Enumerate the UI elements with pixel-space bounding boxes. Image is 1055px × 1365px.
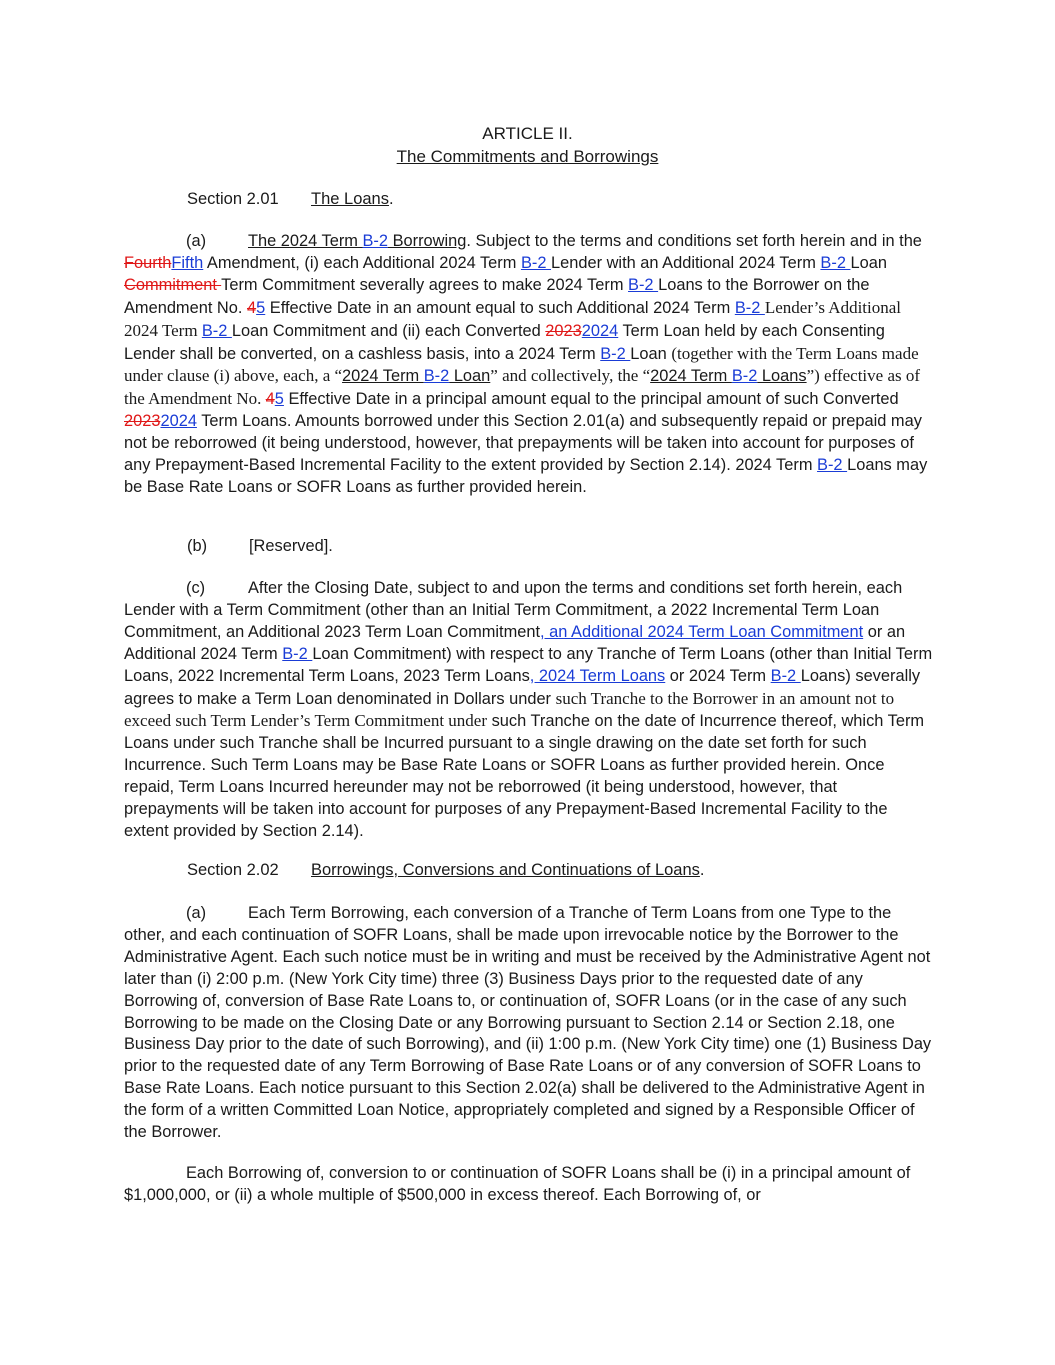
article-subtitle-text: The Commitments and Borrowings (396, 147, 659, 166)
text-run: Loans) severally agrees to make a Term Loan denominated in Dollars under (124, 666, 921, 708)
article-subtitle (0, 147, 1055, 167)
defined-term: Loan (449, 367, 491, 386)
para-a-heading-1: The 2024 Term (248, 232, 363, 250)
text-run: Loans may be Base Rate Loans or SOFR Loans as further provided herein. (124, 456, 928, 496)
paragraph-label: (c) (186, 579, 206, 597)
section-title: The Loans (311, 190, 389, 208)
text-run: Loan Commitment and (ii) each Converted (231, 321, 546, 340)
text-run: Loans to the Borrower on the Amendment No. (124, 275, 870, 317)
text-run: . Subject to the terms and conditions set forth herein and in the (466, 232, 922, 250)
inserted-text: , an Additional 2024 Term Loan Commitment (540, 622, 864, 641)
paragraph-2-02-a (124, 903, 934, 1144)
inserted-text: B-2 (423, 367, 450, 386)
section-title-period: . (699, 861, 705, 879)
paragraph-final (124, 1163, 934, 1207)
article-title: ARTICLE II. (482, 124, 573, 143)
deleted-text: 2023 (545, 321, 582, 340)
text-run: or 2024 Term (665, 666, 771, 685)
deleted-text: 4 (265, 390, 275, 409)
text-run: Loan (850, 253, 887, 272)
text-run: Lender with an Additional 2024 Term (551, 253, 821, 272)
paragraph-label: (a) (186, 232, 207, 250)
text-run: Term Loans. Amounts borrowed under this Section 2.01(a) and subsequently repaid or prepaid may not be reborrowed (it being understood, however, that prepayments will be taken into account for purposes of any Prepayment-Based Incremental Facility to the extent provided by Section 2.14). 2024 Term (124, 412, 922, 475)
inserted-text: B-2 (600, 344, 631, 363)
section-title: Borrowings, Conversions and Continuations of Loans (311, 861, 700, 879)
deleted-text: Commitment (124, 275, 222, 294)
inserted-text: B-2 (734, 298, 765, 317)
text-run: Loan (630, 344, 672, 363)
paragraph-b (187, 537, 333, 556)
inserted-text: B-2 (817, 456, 848, 475)
deleted-text: 4 (247, 298, 257, 317)
text-run: Loan Commitment) with respect to any Tranche of Term Loans (other than Initial Term Loans, 2022 Incremental Term Loans, 2023 Term Loans (124, 644, 933, 685)
paragraph-b-text: [Reserved]. (249, 537, 333, 555)
section-number: Section 2.02 (187, 861, 279, 879)
inserted-text: , 2024 Term Loans (529, 666, 666, 685)
inserted-text: B-2 (731, 367, 758, 386)
inserted-text: B-2 (362, 232, 389, 250)
text-run: Effective Date in an amount equal to such Additional 2024 Term (265, 298, 735, 317)
inserted-text: Fifth (171, 253, 204, 272)
defined-term: 2024 Term (650, 367, 732, 386)
text-run: such Tranche on the date of Incurrence thereof, which Term Loans under such Tranche shall be Incurred pursuant to a single drawing on the date set forth for such Incurrence. Such Term Loans may be Base Rate Loans or SOFR Loans as further provided herein. Once repaid, Term Loans Incurred hereunder may not be reborrowed (it being understood, however, that prepayments will be taken into account for purposes of any Prepayment-Based Incremental Facility to the extent provided by Section 2.14). (124, 712, 925, 840)
text-run: ”) effective as of the Amendment No. (124, 366, 921, 409)
text-run: or an Additional 2024 Term (124, 622, 906, 663)
defined-term: 2024 Term (342, 367, 424, 386)
defined-term: Loans (757, 367, 807, 386)
inserted-text: 2024 (581, 321, 619, 340)
text-run: (together with the Term Loans made under clause (i) above, each, a “ (124, 343, 919, 386)
section-title-period: . (388, 190, 394, 208)
inserted-text: 5 (256, 298, 266, 317)
section-2-02-heading (187, 861, 705, 880)
paragraph-label: (a) (186, 904, 207, 922)
inserted-text: B-2 (820, 253, 851, 272)
inserted-text: B-2 (520, 253, 551, 272)
inserted-text: B-2 (628, 275, 659, 294)
section-2-01-heading (187, 190, 394, 209)
text-run: Effective Date in a principal amount equal to the principal amount of such Converted (283, 390, 899, 409)
inserted-text: B-2 (770, 666, 801, 685)
text-run: Amendment, (i) each Additional 2024 Term (203, 253, 521, 272)
paragraph-c (124, 578, 934, 843)
paragraph-2-02-a-text: Each Term Borrowing, each conversion of a Tranche of Term Loans from one Type to the other, and each continuation of SOFR Loans, shall be made upon irrevocable notice by the Borrower to the Administrative Agent. Each such notice must be in writing and must be received by the Administrative Agent not later than (i) 2:00 p.m. (New York City time) three (3) Business Days prior to the requested date of any Borrowing of, conversion of Base Rate Loans to, or continuation of, SOFR Loans (or in the case of any such Borrowing to be made on the Closing Date or any Borrowing pursuant to Section 2.14 or Section 2.18, one Business Day prior to the date of such Borrowing), and (ii) 1:00 p.m. (New York City time) one (1) Business Day prior to the requested date of any Term Borrowing of Base Rate Loans or of any conversion of SOFR Loans to Base Rate Loans. Each notice pursuant to this Section 2.02(a) shall be delivered to the Administrative Agent in the form of a written Committed Loan Notice, appropriately completed and signed by a Responsible Officer of the Borrower. (124, 904, 932, 1142)
inserted-text: B-2 (201, 321, 232, 340)
paragraph-label: (b) (187, 537, 208, 555)
inserted-text: 5 (274, 390, 284, 409)
text-run: Lender’s Additional 2024 Term (124, 297, 902, 340)
text-run: Term Commitment severally agrees to make 2024 Term (221, 275, 629, 294)
paragraph-a (124, 231, 934, 499)
text-run: ” and collectively, the “ (490, 366, 651, 386)
text-run: such Tranche to the Borrower in an amount not to exceed such Term Lender’s Term Commitment under (124, 688, 895, 731)
paragraph-final-text: Each Borrowing of, conversion to or continuation of SOFR Loans shall be (i) in a principal amount of $1,000,000, or (ii) a whole multiple of $500,000 in excess thereof. Each Borrowing of, or (124, 1164, 911, 1204)
deleted-text: 2023 (124, 412, 161, 431)
inserted-text: B-2 (282, 644, 313, 663)
text-run: After the Closing Date, subject to and upon the terms and conditions set forth herein, each Lender with a Term Commitment (other than an Initial Term Commitment, a 2022 Incremental Term Loan Commitment, an Additional 2023 Term Loan Commitment (124, 579, 903, 641)
section-number: Section 2.01 (187, 190, 279, 208)
inserted-text: 2024 (160, 412, 197, 431)
text-run: Term Loan held by each Consenting Lender shall be converted, on a cashless basis, into a 2024 Term (124, 321, 885, 363)
para-a-heading-2: Borrowing (388, 232, 467, 250)
deleted-text: Fourth (124, 253, 172, 272)
